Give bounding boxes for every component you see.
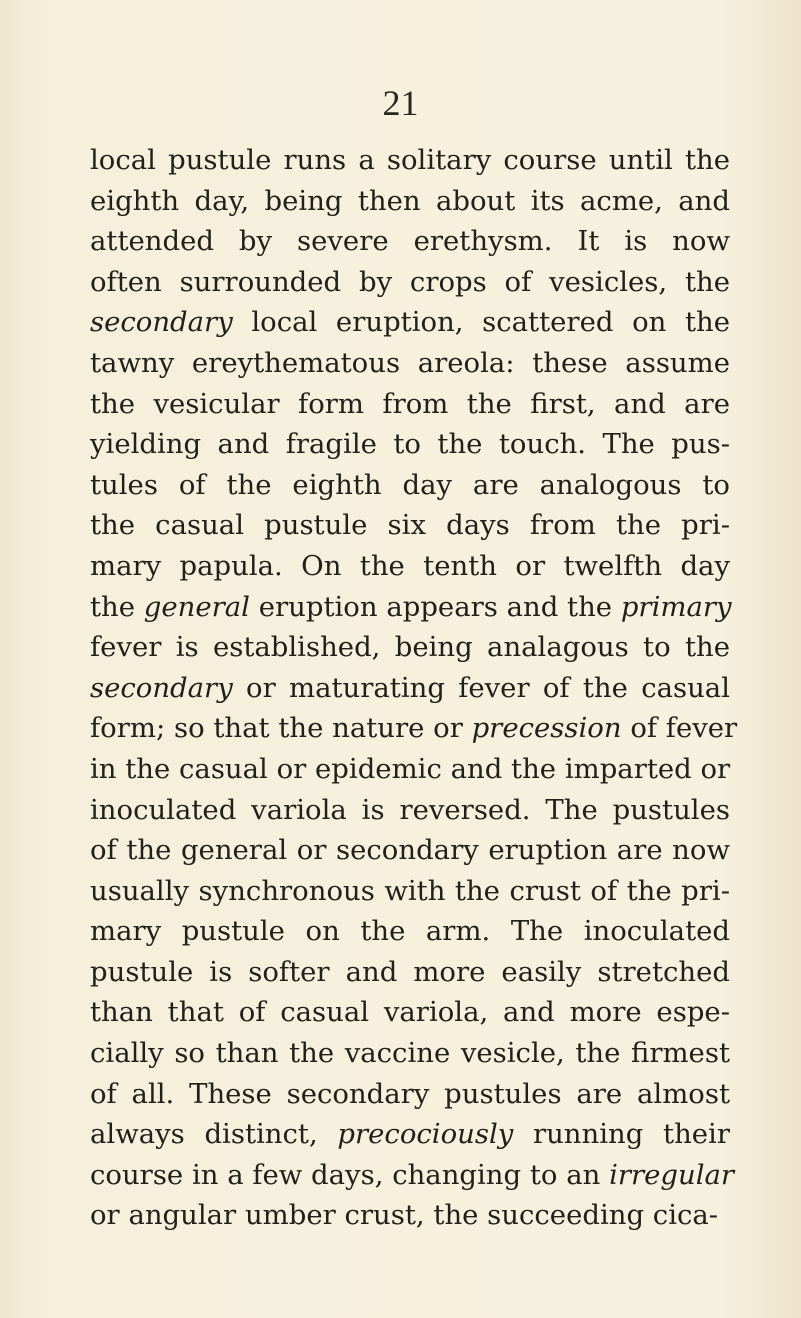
- text-line: [90, 221, 730, 262]
- text-run: form; so that the nature or: [90, 712, 472, 745]
- text-line: [90, 790, 730, 831]
- text-run: or maturating fever of the casual: [232, 671, 730, 704]
- emphasized-word: primary: [620, 590, 732, 623]
- text-run: or angular umber crust, the succeeding cica-: [90, 1199, 719, 1232]
- body-text: [90, 140, 738, 1236]
- text-run: mary pustule on the arm. The inoculated: [90, 915, 730, 948]
- emphasized-word: secondary: [90, 306, 233, 339]
- emphasized-word: secondary: [90, 671, 233, 704]
- text-run: pustule is softer and more easily stretched: [90, 955, 730, 988]
- text-line: [90, 871, 730, 912]
- emphasized-word: precociously: [337, 1118, 514, 1151]
- text-run: local pustule runs a solitary course until the: [90, 144, 730, 176]
- text-run: of the general or secondary eruption are now: [90, 834, 730, 867]
- text-line: [90, 262, 730, 303]
- text-run: the vesicular form from the first, and are: [90, 387, 730, 420]
- text-line: [90, 1033, 730, 1074]
- text-run: tules of the eighth day are analogous to: [90, 468, 730, 501]
- text-run: always distinct,: [90, 1118, 338, 1151]
- text-run: eruption appears and the: [249, 590, 621, 623]
- text-run: of fever: [621, 712, 738, 745]
- text-run: eighth day, being then about its acme, and: [90, 184, 730, 217]
- text-line: [90, 627, 730, 668]
- text-line: [90, 424, 730, 465]
- text-line: [90, 1114, 730, 1155]
- text-run: in the casual or epidemic and the imparted or: [90, 752, 731, 785]
- text-line: [90, 911, 730, 952]
- text-line: [90, 1195, 730, 1236]
- text-line: [90, 140, 730, 181]
- emphasized-word: precession: [471, 712, 622, 745]
- text-run: running their: [513, 1118, 730, 1151]
- text-line: [90, 181, 730, 222]
- text-line: [90, 668, 730, 709]
- text-line: [90, 749, 730, 790]
- text-line: [90, 587, 730, 628]
- text-line: [90, 505, 730, 546]
- text-line: [90, 465, 730, 506]
- text-run: usually synchronous with the crust of the pri-: [90, 874, 730, 907]
- text-line: [90, 708, 738, 749]
- text-line: [90, 830, 730, 871]
- text-line: [90, 302, 730, 343]
- text-line: [90, 384, 730, 425]
- text-run: fever is established, being analagous to the: [90, 631, 730, 664]
- emphasized-word: irregular: [609, 1158, 735, 1191]
- text-run: than that of casual variola, and more espe-: [90, 996, 730, 1029]
- text-run: tawny ereythematous areola: these assume: [90, 346, 730, 379]
- text-run: cially so than the vaccine vesicle, the firmest: [90, 1037, 730, 1070]
- text-line: [90, 343, 730, 384]
- text-line: [90, 992, 730, 1033]
- text-line: [90, 952, 730, 993]
- text-run: the casual pustule six days from the pri-: [90, 509, 730, 542]
- text-run: often surrounded by crops of vesicles, the: [90, 265, 730, 298]
- emphasized-word: general: [143, 590, 250, 623]
- text-line: [90, 1074, 730, 1115]
- text-run: the: [90, 590, 144, 623]
- text-run: attended by severe erethysm. It is now: [90, 225, 730, 258]
- text-run: of all. These secondary pustules are almost: [90, 1077, 730, 1110]
- text-run: yielding and fragile to the touch. The pus-: [90, 428, 730, 461]
- text-line: [90, 546, 730, 587]
- text-run: inoculated variola is reversed. The pustules: [90, 793, 730, 826]
- text-run: mary papula. On the tenth or twelfth day: [90, 549, 730, 582]
- text-run: local eruption, scattered on the: [232, 306, 730, 339]
- page-number: 21: [382, 83, 419, 123]
- text-run: course in a few days, changing to an: [90, 1158, 610, 1191]
- text-line: [90, 1155, 735, 1196]
